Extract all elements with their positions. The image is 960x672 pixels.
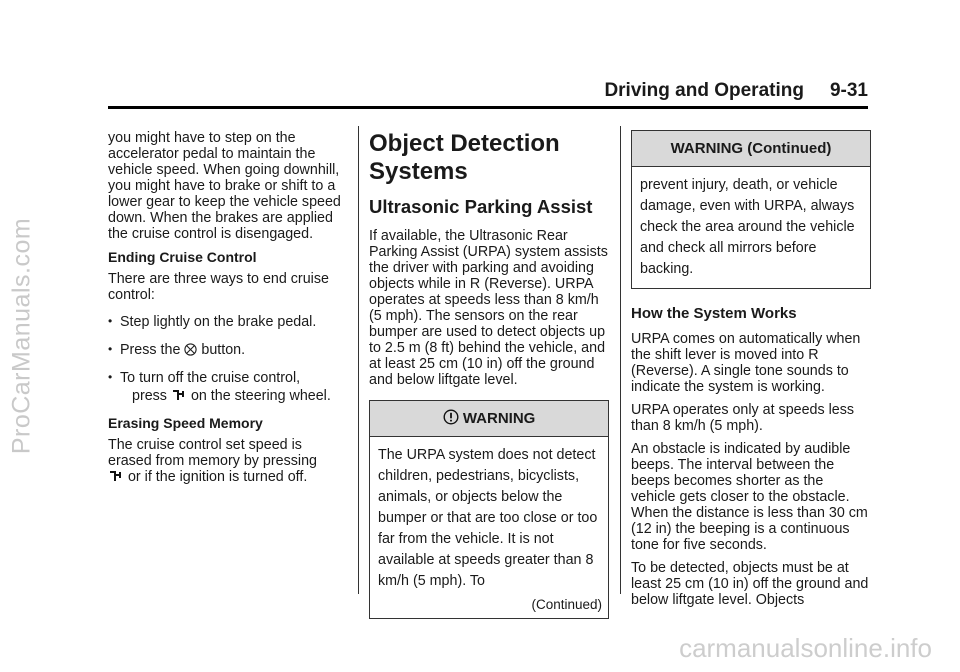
urpa-paragraph: If available, the Ultrasonic Rear Parking Assist (URPA) system assists the driver with parking and avoiding objects while in R (Reverse). URPA operates at speeds less than 8 km/h (5 mph). The sensors on the rear bumper are used to detect objects up to 2.5 m (8 ft) behind the vehicle, and at least 25 cm (10 in) off the ground and below liftgate level. xyxy=(369,228,608,388)
cruise-control-icon xyxy=(108,469,124,483)
how-paragraph-4: To be detected, objects must be at least 25 cm (10 in) off the ground and below liftgate level. Objects xyxy=(631,560,869,608)
page-number: 9-31 xyxy=(829,80,868,101)
bullet-cancel-button: • Press the button. xyxy=(108,342,246,358)
column-2 xyxy=(369,130,609,619)
ending-cruise-heading: Ending Cruise Control xyxy=(108,249,257,265)
bullet-dot-icon: • xyxy=(108,370,113,384)
bullet-dot-icon: • xyxy=(108,342,113,356)
warning-box xyxy=(369,400,609,619)
bullet-turn-off: • To turn off the cruise control, press on the steering wheel. xyxy=(108,370,331,404)
how-paragraph-1: URPA comes on automatically when the shift lever is moved into R (Reverse). A single tone sounds to indicate the system is working. xyxy=(631,331,861,395)
column-1 xyxy=(108,130,348,492)
cruise-cancel-icon xyxy=(184,343,197,356)
running-head xyxy=(108,80,868,109)
warning-continued: (Continued) xyxy=(531,597,602,612)
running-head-text xyxy=(604,80,868,102)
warning-body: The URPA system does not detect children, pedestrians, bicyclists, animals, or objects below the bumper or that are too close or too far from the vehicle. It is not available at speeds greater than 8 km/h (5 mph). To xyxy=(378,447,598,589)
cruise-control-icon xyxy=(171,388,187,402)
erasing-speed-heading: Erasing Speed Memory xyxy=(108,415,263,431)
object-detection-title: Object Detection Systems xyxy=(369,130,560,185)
warning-continued-box xyxy=(631,130,871,289)
side-watermark-text: ProCarManuals.com xyxy=(7,217,36,455)
warning-header xyxy=(370,401,608,437)
column-divider-1 xyxy=(358,126,359,594)
footer-watermark: carmanualsonline.info xyxy=(679,633,932,663)
warning-continued-body: prevent injury, death, or vehicle damage, even with URPA, always check the area around the vehicle and check all mirrors before backing. xyxy=(640,177,855,277)
column-divider-2 xyxy=(620,126,621,594)
side-watermark xyxy=(2,0,42,672)
warning-title: WARNING xyxy=(462,410,536,427)
warning-icon xyxy=(443,409,459,425)
how-paragraph-3: An obstacle is indicated by audible beeps. The interval between the beeps becomes shorter as the vehicle gets closer to the obstacle. When the distance is less than 30 cm (12 in) the beeping is a continuous tone for five seconds. xyxy=(631,441,868,553)
section-title: Driving and Operating xyxy=(604,80,804,101)
how-system-works-heading: How the System Works xyxy=(631,305,797,322)
ultrasonic-parking-heading: Ultrasonic Parking Assist xyxy=(369,196,593,217)
bullet-dot-icon: • xyxy=(108,314,113,328)
column-3 xyxy=(631,130,871,615)
cruise-paragraph: you might have to step on the accelerator pedal to maintain the vehicle speed. When going downhill, you might have to brake or shift to a lower gear to keep the vehicle speed down. When the brakes are applied the cruise control is disengaged. xyxy=(108,130,341,242)
how-paragraph-2: URPA operates only at speeds less than 8 km/h (5 mph). xyxy=(631,402,855,434)
erasing-paragraph: The cruise control set speed is erased from memory by pressing or if the ignition is turned off. xyxy=(108,437,317,485)
ending-intro: There are three ways to end cruise control: xyxy=(108,271,329,303)
warning-continued-header: WARNING (Continued) xyxy=(632,131,870,167)
bullet-brake: • Step lightly on the brake pedal. xyxy=(108,314,317,330)
